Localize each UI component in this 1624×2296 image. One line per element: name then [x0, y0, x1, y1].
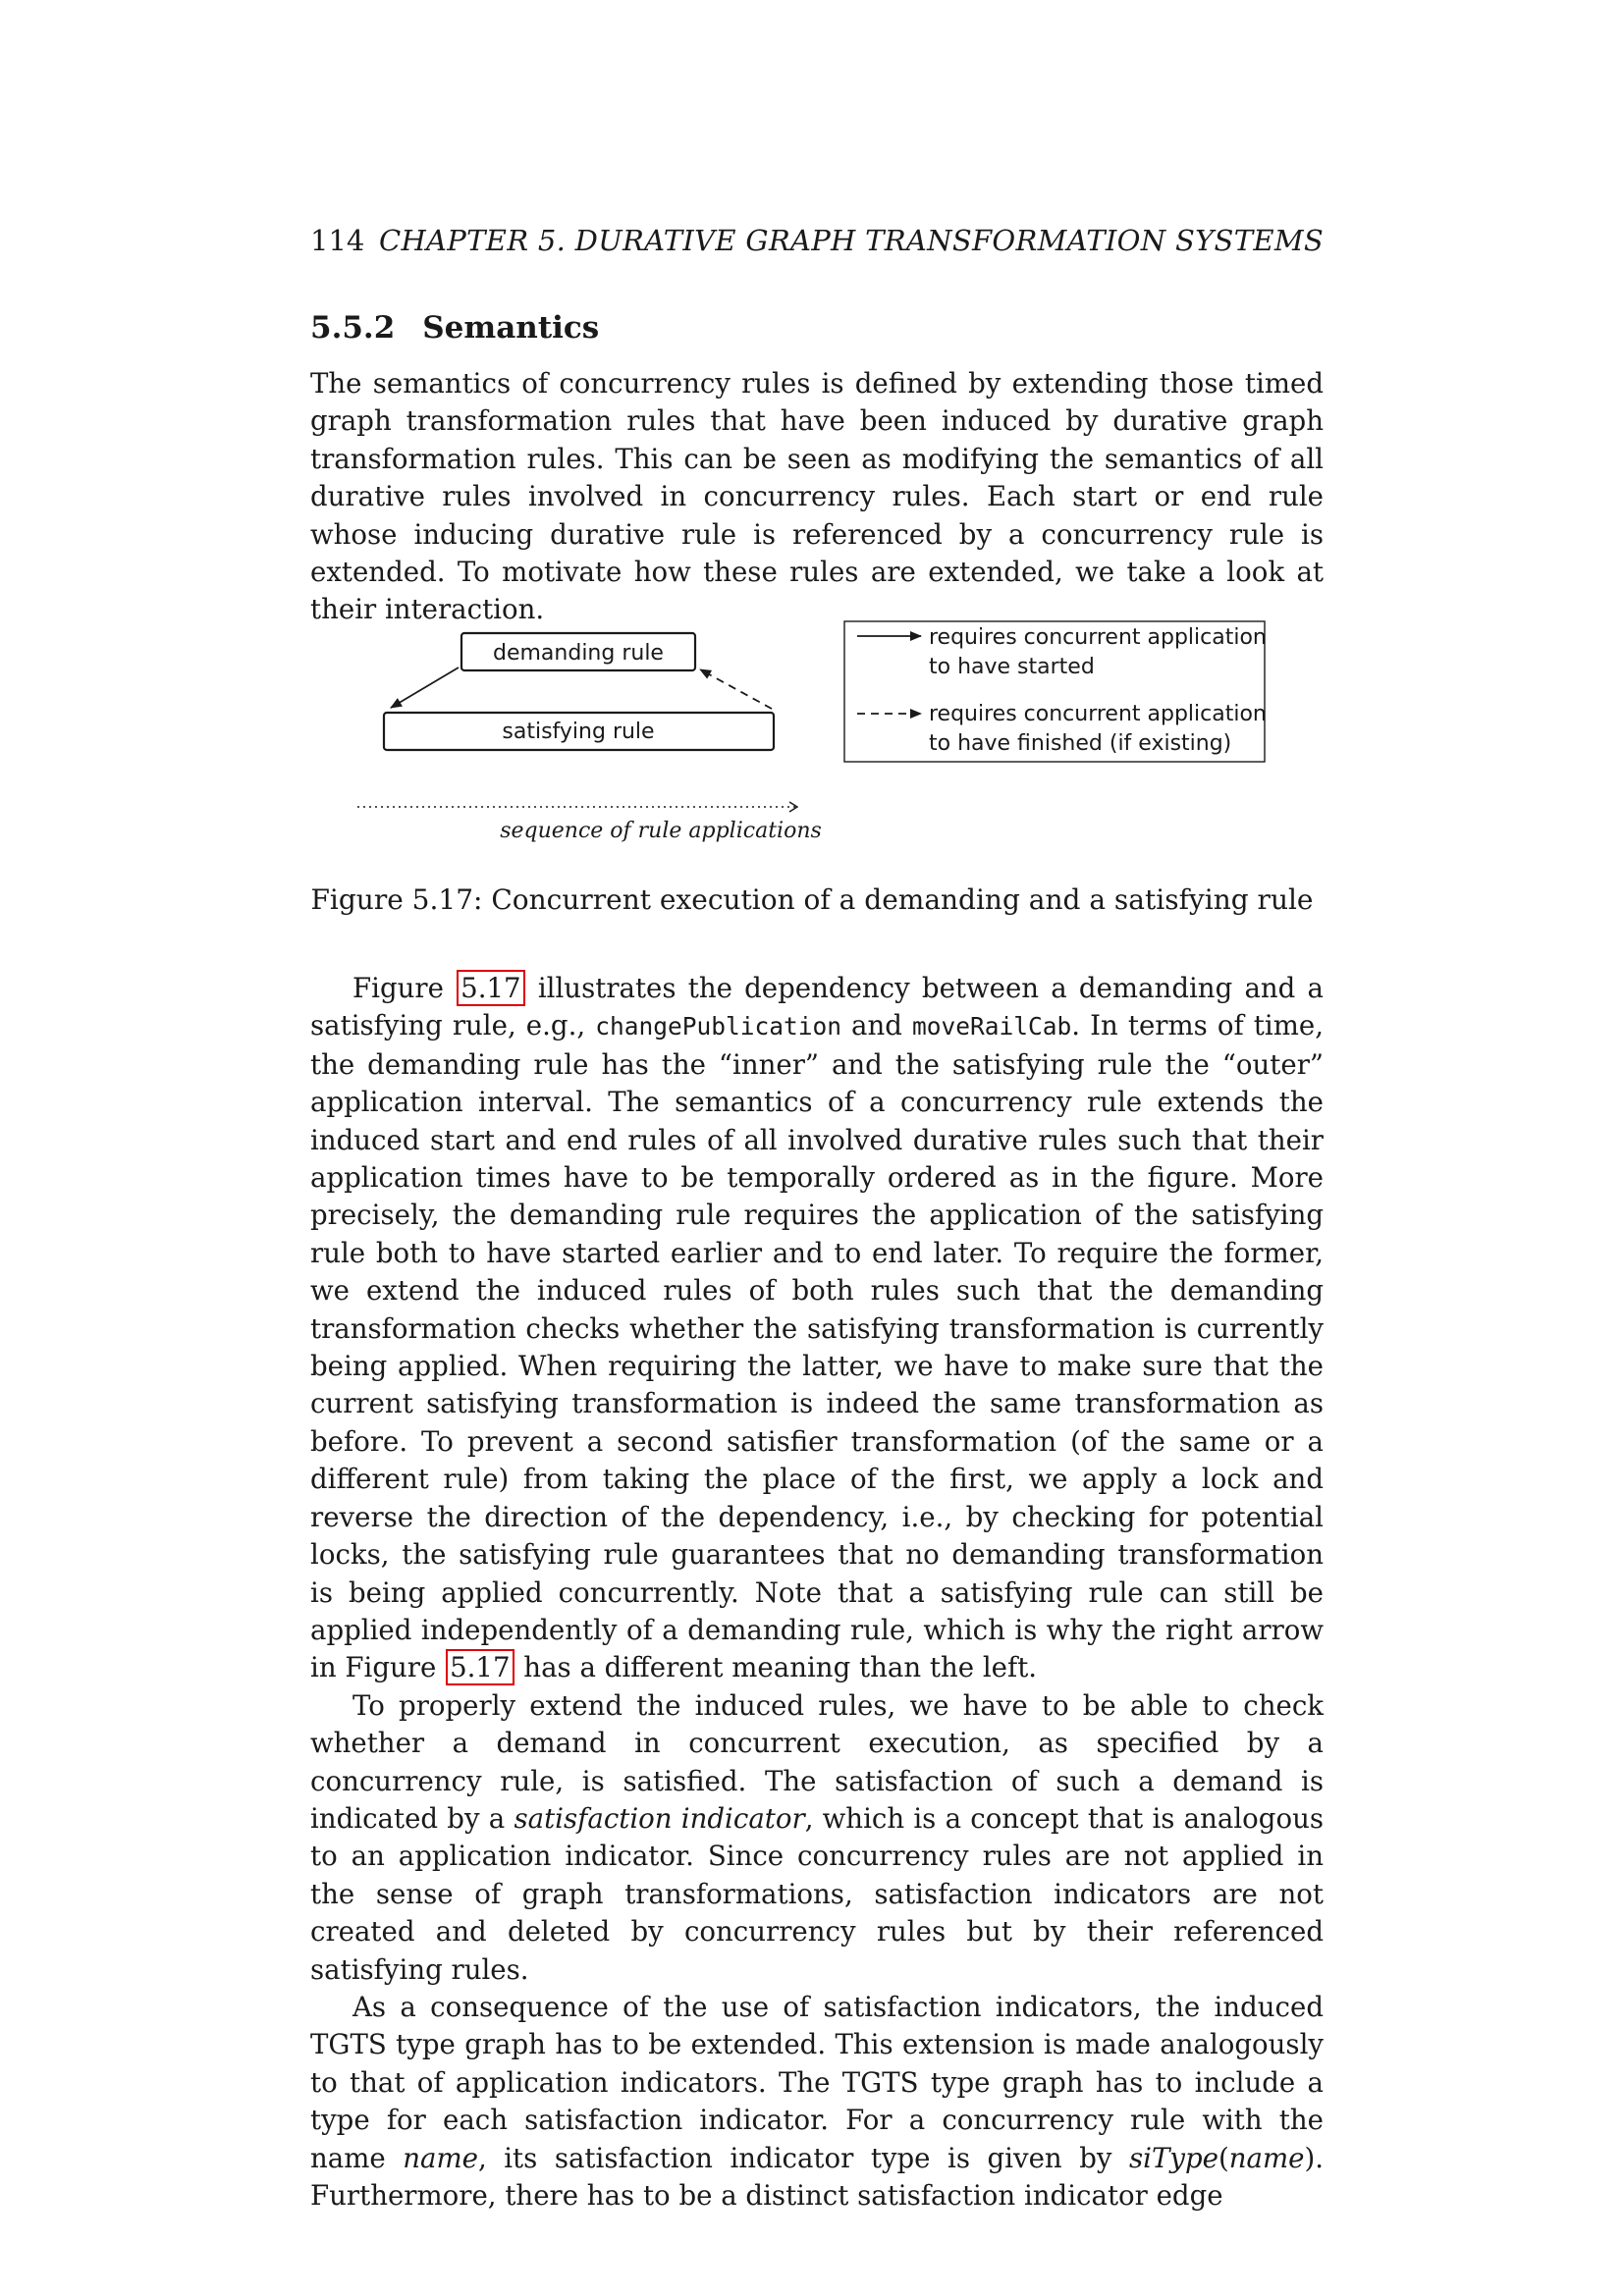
p3-text-2: , its satisfaction indicator type is given by	[477, 2141, 1129, 2174]
code-change-publication: changePublication	[595, 1012, 841, 1041]
page-number: 114	[310, 224, 365, 257]
code-move-railcab: moveRailCab	[912, 1012, 1072, 1041]
term-name-arg: name	[1228, 2141, 1305, 2174]
term-sitype: siType	[1128, 2141, 1218, 2174]
term-name: name	[403, 2141, 478, 2174]
term-satisfaction-indicator: satisfaction indicator	[514, 1801, 805, 1835]
paragraph-2	[310, 1687, 1324, 1989]
running-header: CHAPTER 5. DURATIVE GRAPH TRANSFORMATION SYSTEMS	[378, 224, 1324, 257]
p3-text-1: As a consequence of the use of satisfaction indicators, the induced TGTS type graph has to be extended. This extension is made analogously to that of application indicators. The TGTS type graph has to include a type for each satisfaction indicator. For a concurrency rule with the name	[310, 1990, 1324, 2174]
figure-caption: Figure 5.17: Concurrent execution of a demanding and a satisfying rule	[310, 883, 1314, 916]
figure-ref-link[interactable]: 5.17	[457, 970, 524, 1006]
p3-text-4: ). Furthermore, there has to be a distinct satisfaction indicator edge	[310, 2141, 1324, 2212]
intro-text: The semantics of concurrency rules is defined by extending those timed graph transformation rules that have been induced by durative graph transformation rules. This can be seen as modifying the semantics of all durative rules involved in concurrency rules. Each start or end rule whose inducing durative rule is referenced by a concurrency rule is extended. To motivate how these rules are extended, we take a look at their interaction.	[310, 367, 1324, 626]
started-dependency-arrow	[391, 667, 459, 708]
demanding-rule-label: demanding rule	[493, 641, 664, 666]
paragraph-1	[310, 970, 1324, 1687]
legend-dashed-line1: requires concurrent application	[929, 702, 1267, 726]
p1-text-2: illustrates the dependency between a demanding and a satisfying rule, e.g.,	[310, 972, 1324, 1042]
section-number: 5.5.2	[310, 310, 396, 346]
finished-dependency-arrow	[700, 669, 772, 709]
legend-solid-line1: requires concurrent application	[929, 625, 1267, 650]
p2-text-1: To properly extend the induced rules, we have to be able to check whether a demand in concurrent execution, as specified by a concurrency rule, is satisfied. The satisfaction of such a demand is indicated by a	[310, 1688, 1324, 1835]
section-title: Semantics	[422, 310, 600, 346]
legend-solid-line2: to have started	[929, 655, 1095, 679]
body-text	[310, 970, 1324, 2215]
p1-text-1: Figure	[352, 972, 444, 1004]
paragraph-3	[310, 1989, 1324, 2215]
figure-5-17	[0, 0, 1624, 883]
p3-text-3: (	[1218, 2141, 1229, 2174]
p2-text-2: , which is a concept that is analogous to an application indicator. Since concurrency rules are not applied in the sense of graph transformations, satisfaction indicators are not created and deleted by concurrency rules but by their referenced satisfying rules.	[310, 1801, 1324, 1986]
satisfying-rule-label: satisfying rule	[502, 720, 655, 744]
figure-ref-link-2[interactable]: 5.17	[446, 1649, 514, 1685]
p1-text-4: . In terms of time, the demanding rule has the “inner” and the satisfying rule the “outer” application interval. The semantics of a concurrency rule extends the induced start and end rules of all involved durative rules such that their application times have to be temporally ordered as in the figure. More precisely, the demanding rule requires the application of the satisfying rule both to have started earlier and to end later. To require the former, we extend the induced rules of both rules such that the demanding transformation checks whether the satisfying transformation is currently being applied. When requiring the latter, we have to make sure that the current satisfying transformation is indeed the same transformation as before. To prevent a second satisfier transformation (of the same or a different rule) from taking the place of the first, we apply a lock and reverse the direction of the dependency, i.e., by checking for potential locks, the satisfying rule guarantees that no demanding transformation is being applied concurrently. Note that a satisfying rule can still be applied independently of a demanding rule, which is why the right arrow in Figure	[310, 1009, 1324, 1684]
legend-dashed-line2: to have finished (if existing)	[929, 731, 1232, 756]
p1-text-5: has a different meaning than the left.	[514, 1651, 1038, 1684]
p1-text-3: and	[840, 1009, 913, 1042]
sequence-label: sequence of rule applications	[500, 819, 822, 843]
